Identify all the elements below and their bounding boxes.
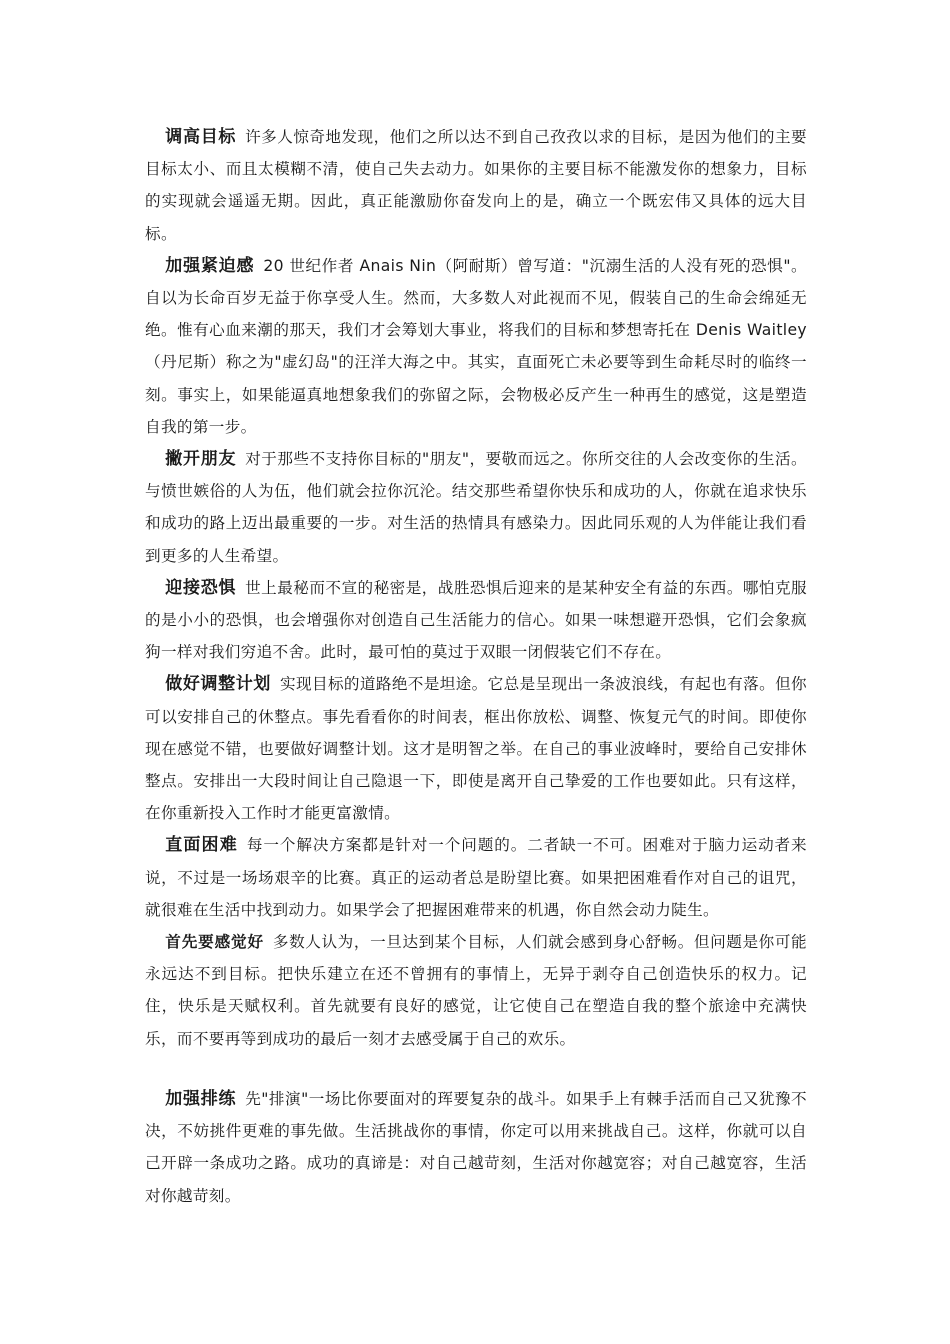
section-body: 20 世纪作者 Anais Nin（阿耐斯）曾写道："沉溺生活的人没有死的恐惧"。自以为长命百岁无益于你享受人生。然而，大多数人对此视而不见，假装自己的生命会绵延无绝。惟有心血来潮的那天，我们才会筹划大事业，将我们的目标和梦想寄托在 Denis Waitley（丹尼斯）称之为"虚幻岛"的汪洋大海之中。其实，直面死亡未必要等到生命耗尽时的临终一刻。事实上，如果能逼真地想象我们的弥留之际，会物极必反产生一种再生的感觉，这是塑造自我的第一步。 — [145, 256, 808, 436]
section-body: 先"排演"一场比你要面对的珲要复杂的战斗。如果手上有棘手活而自己又犹豫不决，不妨挑件更难的事先做。生活挑战你的事情，你定可以用来挑战自己。这样，你就可以自己开辟一条成功之路。成功的真谛是：对自己越苛刻，生活对你越宽容；对自己越宽容，生活对你越苛刻。 — [145, 1089, 807, 1205]
section-heading: 调高目标 — [165, 127, 237, 147]
document-page — [145, 121, 807, 1212]
section-heading: 直面困难 — [165, 835, 238, 856]
section-heading: 迎接恐惧 — [165, 577, 237, 598]
paragraph-adjustment-plan — [145, 668, 807, 829]
section-body: 许多人惊奇地发现，他们之所以达不到自己孜孜以求的目标，是因为他们的主要目标太小、而且太模糊不清，使自己失去动力。如果你的主要目标不能激发你的想象力，目标的实现就会遥遥无期。因此，真正能激励你奋发向上的是，确立一个既宏伟又具体的远大目标。 — [145, 128, 807, 243]
paragraph-raise-goals — [145, 121, 807, 250]
section-heading: 撇开朋友 — [165, 449, 237, 470]
paragraph-urgency — [145, 250, 807, 443]
section-heading: 加强排练 — [165, 1088, 237, 1109]
paragraph-face-difficulty — [145, 829, 807, 926]
section-body: 世上最秘而不宣的秘密是，战胜恐惧后迎来的是某种安全有益的东西。哪怕克服的是小小的恐惧，也会增强你对创造自己生活能力的信心。如果一味想避开恐惧，它们会象疯狗一样对我们穷追不舍。此时，最可怕的莫过于双眼一闭假装它们不存在。 — [145, 578, 807, 662]
section-heading: 加强紧迫感 — [165, 255, 255, 276]
section-heading: 首先要感觉好 — [165, 933, 264, 952]
section-body: 每一个解决方案都是针对一个问题的。二者缺一不可。困难对于脑力运动者来说，不过是一场场艰辛的比赛。真正的运动者总是盼望比赛。如果把困难看作对自己的诅咒，就很难在生活中找到动力。如果学会了把握困难带来的机遇，你自然会动力陡生。 — [145, 836, 807, 919]
paragraph-friends — [145, 443, 807, 572]
section-body: 对于那些不支持你目标的"朋友"，要敬而远之。你所交往的人会改变你的生活。与愤世嫉俗的人为伍，他们就会拉你沉沦。结交那些希望你快乐和成功的人，你就在追求快乐和成功的路上迈出最重要的一步。对生活的热情具有感染力。因此同乐观的人为伴能让我们看到更多的人生希望。 — [145, 450, 807, 565]
section-body: 多数人认为，一旦达到某个目标，人们就会感到身心舒畅。但问题是你可能永远达不到目标。把快乐建立在还不曾拥有的事情上，无异于剥夺自己创造快乐的权力。记住，快乐是天赋权利。首先就要有良好的感觉，让它使自己在塑造自我的整个旅途中充满快乐，而不要再等到成功的最后一刻才去感受属于自己的欢乐。 — [145, 933, 807, 1048]
section-body: 实现目标的道路绝不是坦途。它总是呈现出一条波浪线，有起也有落。但你可以安排自己的休整点。事先看看你的时间表，框出你放松、调整、恢复元气的时间。即使你现在感觉不错，也要做好调整计划。这才是明智之举。在自己的事业波峰时，要给自己安排休整点。安排出一大段时间让自己隐退一下，即使是离开自己挚爱的工作也要如此。只有这样，在你重新投入工作时才能更富激情。 — [145, 675, 807, 823]
paragraph-feel-good — [145, 926, 807, 1055]
paragraph-fear — [145, 572, 807, 669]
paragraph-rehearsal — [145, 1083, 807, 1212]
section-heading: 做好调整计划 — [165, 674, 272, 695]
